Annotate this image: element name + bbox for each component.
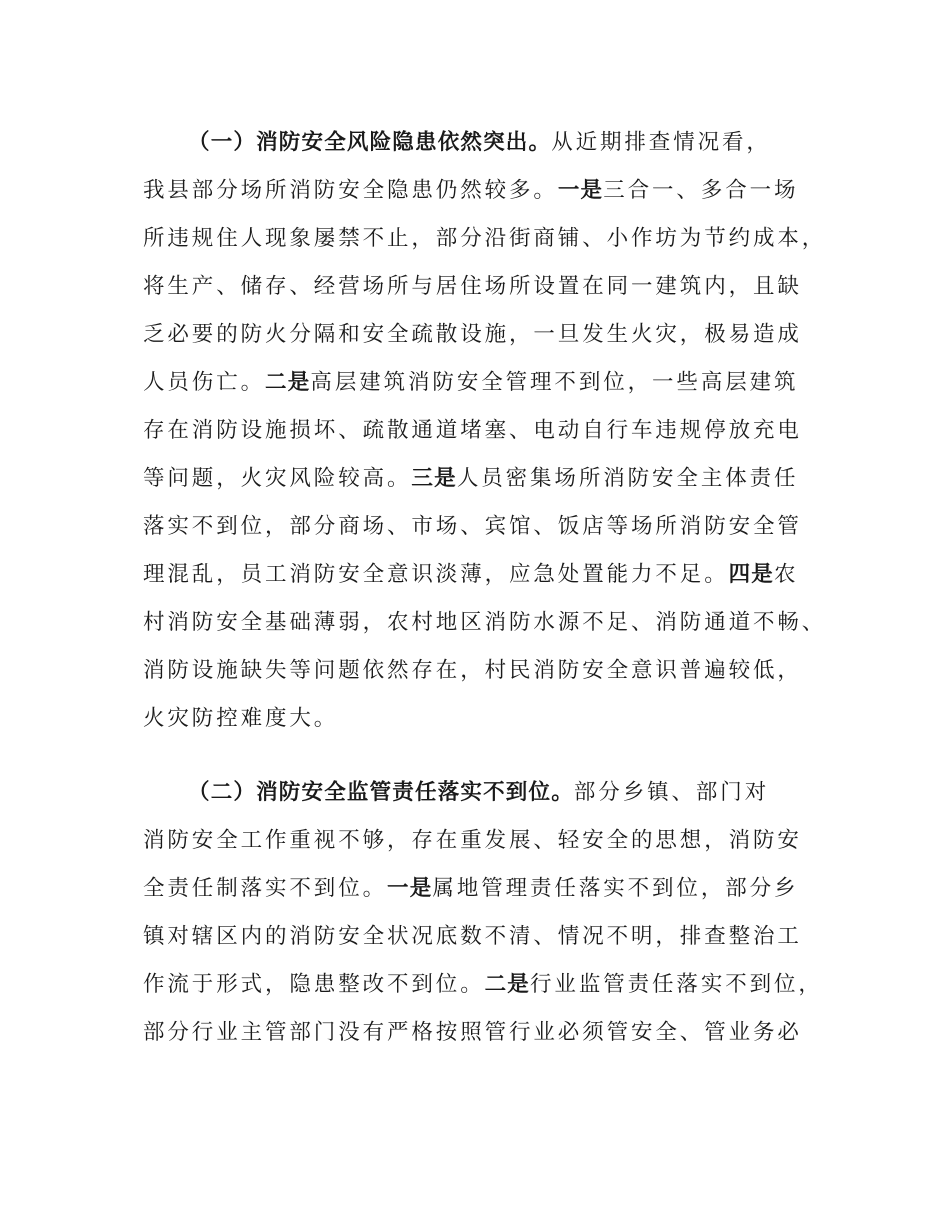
text-run: 高层建筑消防安全管理不到位，一些高层建筑 xyxy=(310,370,799,395)
text-run: 消防安全工作重视不够，存在重发展、轻安全的思想，消防安 xyxy=(143,828,802,853)
text-run: 行业监管责任落实不到位， xyxy=(530,972,823,997)
text-run: 所违规住人现象屡禁不止，部分沿街商铺、小作坊为节约成本， xyxy=(143,226,827,251)
text-run: 落实不到位，部分商场、市场、宾馆、饭店等场所消防安全管 xyxy=(143,514,802,539)
text-run: 将生产、储存、经营场所与居住场所设置在同一建筑内，且缺 xyxy=(143,274,802,299)
paragraph-1-line-5 xyxy=(143,320,833,350)
paragraph-1-line-1 xyxy=(188,128,833,158)
text-run: 村消防安全基础薄弱，农村地区消防水源不足、消防通道不畅、 xyxy=(143,610,827,635)
text-run: 理混乱，员工消防安全意识淡薄，应急处置能力不足。 xyxy=(143,562,729,587)
paragraph-2-line-2 xyxy=(143,826,833,856)
paragraph-2-line-4 xyxy=(143,922,833,952)
section-heading: （二）消防安全监管责任落实不到位。 xyxy=(188,780,574,805)
paragraph-2-line-5 xyxy=(143,970,833,1000)
text-run: 农 xyxy=(774,562,799,587)
paragraph-1-line-6 xyxy=(143,368,833,398)
paragraph-1-line-2 xyxy=(143,176,833,206)
text-run: 人员密集场所消防安全主体责任 xyxy=(456,466,799,491)
paragraph-1-line-7 xyxy=(143,416,833,446)
text-run: 等问题，火灾风险较高。 xyxy=(143,466,412,491)
paragraph-1-line-11 xyxy=(143,608,833,638)
paragraph-1-line-3 xyxy=(143,224,833,254)
text-run: 镇对辖区内的消防安全状况底数不清、情况不明，排查整治工 xyxy=(143,924,802,949)
text-run: 人员伤亡。 xyxy=(143,370,266,395)
paragraph-1-line-4 xyxy=(143,272,833,302)
text-run: 存在消防设施损坏、疏散通道堵塞、电动自行车违规停放充电 xyxy=(143,418,802,443)
paragraph-1-line-9 xyxy=(143,512,833,542)
text-run: 火灾防控难度大。 xyxy=(143,706,339,731)
text-run: 部分行业主管部门没有严格按照管行业必须管安全、管业务必 xyxy=(143,1020,802,1045)
paragraph-1-line-13 xyxy=(143,704,833,734)
text-run: 全责任制落实不到位。 xyxy=(143,876,388,901)
paragraph-2-line-3 xyxy=(143,874,833,904)
paragraph-1-line-10 xyxy=(143,560,833,590)
text-run: 乏必要的防火分隔和安全疏散设施，一旦发生火灾，极易造成 xyxy=(143,322,802,347)
paragraph-2-line-1 xyxy=(188,778,833,808)
text-run: 作流于形式，隐患整改不到位。 xyxy=(143,972,485,997)
paragraph-1-line-8 xyxy=(143,464,833,494)
bold-marker: 一是 xyxy=(557,178,604,203)
text-run: 属地管理责任落实不到位，部分乡 xyxy=(432,876,799,901)
bold-marker: 四是 xyxy=(728,562,775,587)
bold-marker: 二是 xyxy=(484,972,531,997)
text-run: 部分乡镇、部门对 xyxy=(573,780,770,805)
section-heading: （一）消防安全风险隐患依然突出。 xyxy=(188,130,552,155)
text-run: 三合一、多合一场 xyxy=(603,178,799,203)
text-run: 我县部分场所消防安全隐患仍然较多。 xyxy=(143,178,558,203)
bold-marker: 二是 xyxy=(265,370,311,395)
text-run: 从近期排查情况看， xyxy=(551,130,771,155)
paragraph-2-line-6 xyxy=(143,1018,833,1048)
bold-marker: 一是 xyxy=(387,876,433,901)
bold-marker: 三是 xyxy=(411,466,457,491)
paragraph-1-line-12 xyxy=(143,656,833,686)
text-run: 消防设施缺失等问题依然存在，村民消防安全意识普遍较低， xyxy=(143,658,802,683)
